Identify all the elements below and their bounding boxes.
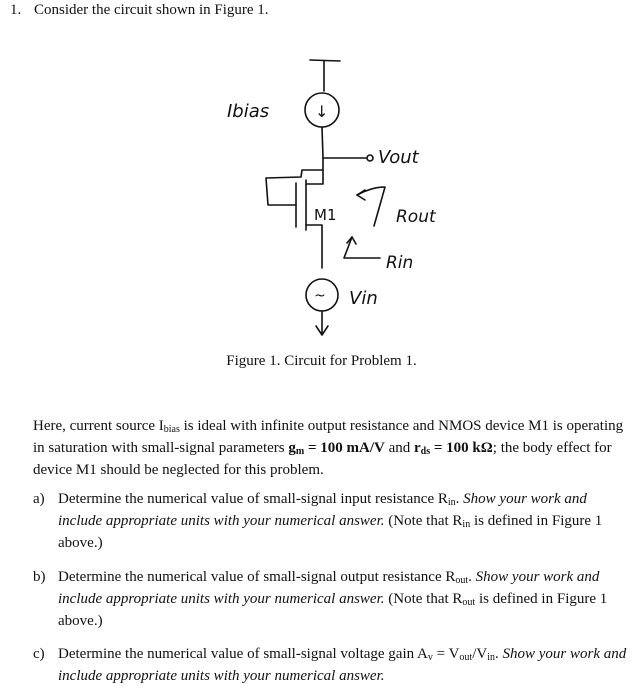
- ibias-label: Ibias: [227, 101, 270, 122]
- gate-loop: [266, 170, 323, 205]
- rin-label: Rin: [386, 253, 414, 273]
- m1-label: M1: [314, 206, 337, 224]
- figure-caption: Figure 1. Circuit for Problem 1.: [226, 353, 417, 369]
- part-a-letter: a): [33, 491, 45, 507]
- vin-source-wave-icon: ~: [314, 288, 326, 304]
- m1-source-lead: [306, 225, 322, 268]
- part-a-text: Determine the numerical value of small-signal input resistance $R_{in}$. Show your work and include appropriate units with your numerical answer. (Note that $R_{in}$ is defined in Figure 1 above.): [58, 491, 603, 551]
- part-b-text: Determine the numerical value of small-signal output resistance $R_{out}$. Show your work and include appropriate units with your numerical answer. (Note that $R_{out}$ is defined in Figure 1 above.): [58, 569, 608, 629]
- rout-label: Rout: [396, 207, 436, 227]
- question-number: 1.: [10, 2, 22, 18]
- question-title: Consider the circuit shown in Figure 1.: [34, 2, 269, 18]
- part-c-text: Determine the numerical value of small-signal voltage gain $A_v = V_{out}/V_{in}$. Show your work and include appropriate units with your numerical answer.: [58, 646, 627, 684]
- circuit-figure: [0, 0, 643, 345]
- vout-label: Vout: [378, 147, 419, 168]
- m1-drain-lead: [306, 158, 323, 184]
- problem-description: Here, current source $I_{bias}$ is ideal with infinite output resistance and NMOS device M1 is operating in saturation with small-signal parameters $g_m = 100$ mA/V and $r_{ds} = 100$ kΩ; the body effect for device M1 should be neglected for this problem.: [33, 418, 624, 478]
- part-c-letter: c): [33, 646, 45, 662]
- vout-terminal: [367, 155, 373, 161]
- vin-label: Vin: [349, 288, 378, 309]
- drain-wire: [322, 127, 323, 158]
- current-direction-icon: ↓: [315, 102, 329, 121]
- part-b-letter: b): [33, 569, 46, 585]
- vdd-rail: [310, 60, 340, 61]
